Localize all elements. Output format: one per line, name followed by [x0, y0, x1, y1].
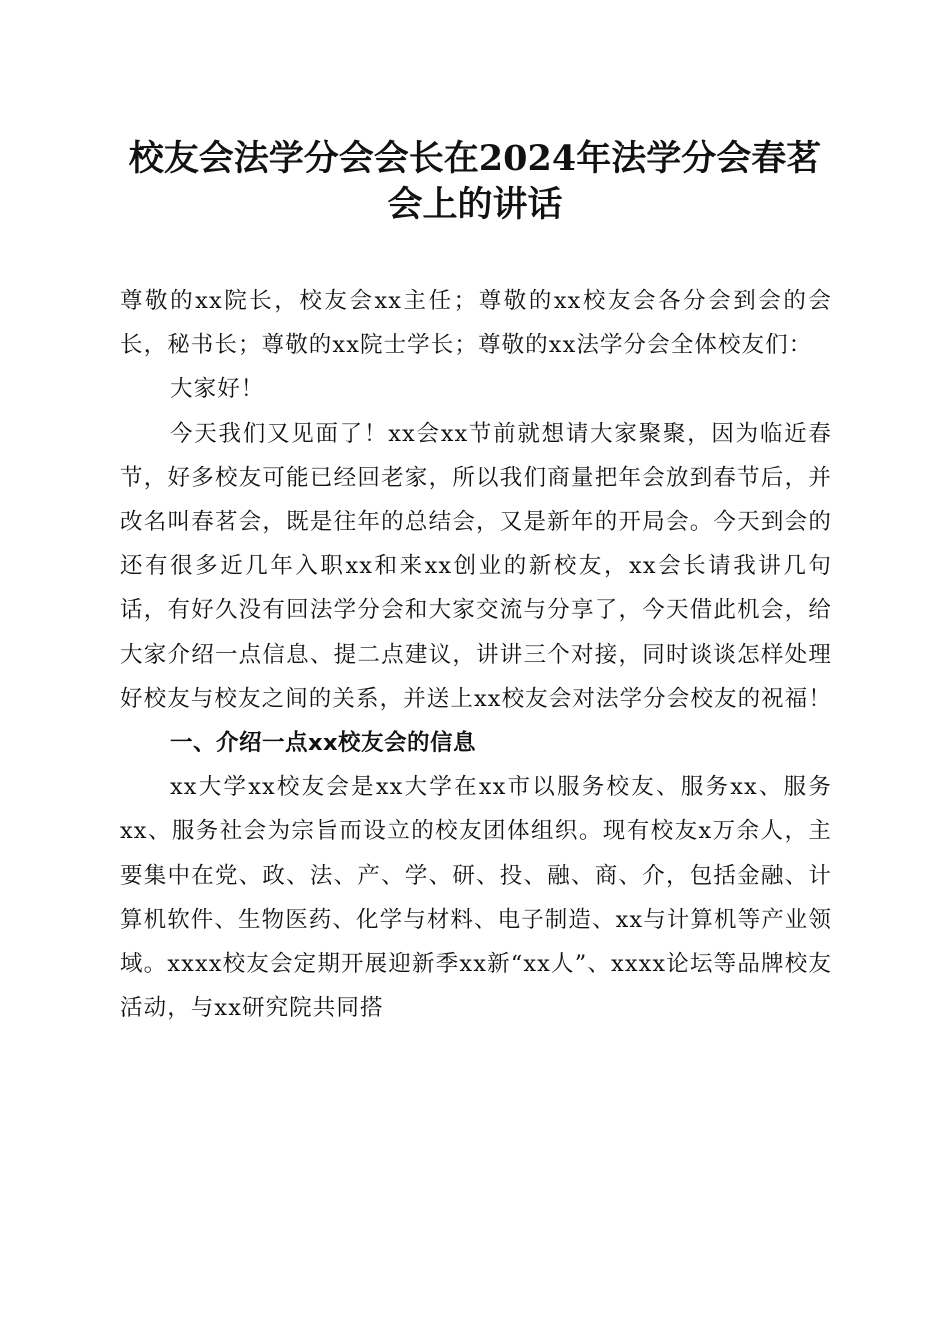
title-line-1: 校友会法学分会会长在2024年法学分会春茗: [128, 138, 822, 179]
document-title: [100, 136, 850, 228]
salutation-paragraph: 尊敬的xx院长，校友会xx主任；尊敬的xx校友会各分会到会的会长，秘书长；尊敬的xx院士学长；尊敬的xx法学分会全体校友们：: [120, 288, 832, 359]
intro-paragraph: 今天我们又见面了！xx会xx节前就想请大家聚聚，因为临近春节，好多校友可能已经回老家，所以我们商量把年会放到春节后，并改名叫春茗会，既是往年的总结会，又是新年的开局会。今天到会的还有很多近几年入职xx和来xx创业的新校友，xx会长请我讲几句话，有好久没有回法学分会和大家交流与分享了，今天借此机会，给大家介绍一点信息、提二点建议，讲讲三个对接，同时谈谈怎样处理好校友与校友之间的关系，并送上xx校友会对法学分会校友的祝福！: [120, 420, 832, 712]
title-line-2: 会上的讲话: [387, 184, 563, 225]
section-1-paragraph: xx大学xx校友会是xx大学在xx市以服务校友、服务xx、服务xx、服务社会为宗旨而设立的校友团体组织。现有校友x万余人，主要集中在党、政、法、产、学、研、投、融、商、介，包括金融、计算机软件、生物医药、化学与材料、电子制造、xx与计算机等产业领域。xxxx校友会定期开展迎新季xx新“xx人”、xxxx论坛等品牌校友活动，与xx研究院共同搭: [120, 774, 832, 1022]
greeting-paragraph: 大家好！: [170, 376, 265, 403]
section-heading-1: 一、介绍一点xx校友会的信息: [170, 730, 477, 757]
document-body: [120, 279, 832, 1030]
